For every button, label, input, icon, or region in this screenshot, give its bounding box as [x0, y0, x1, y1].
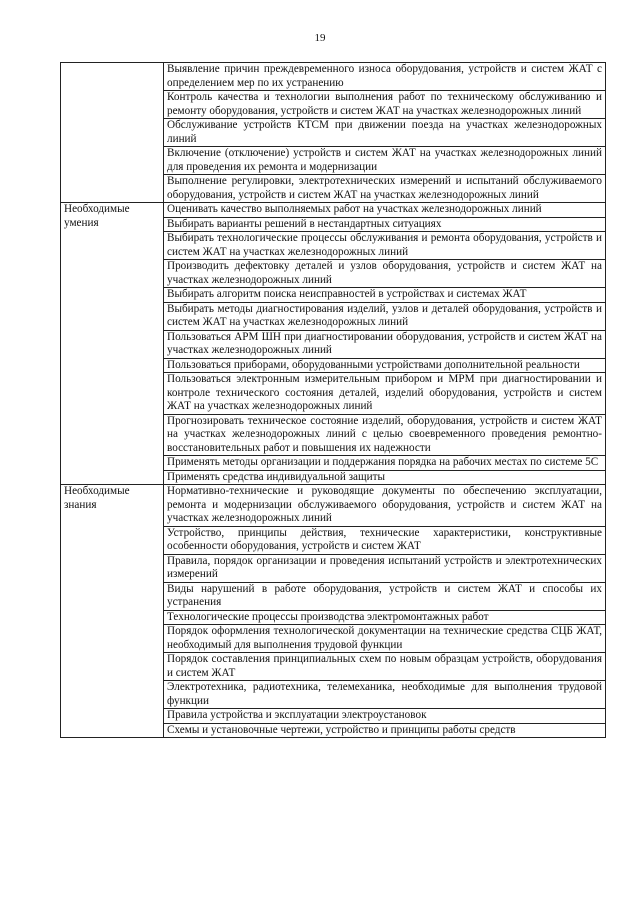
section-label: Необходимые знания — [61, 485, 164, 738]
table-row — [61, 63, 606, 91]
table-cell: Правила, порядок организации и проведения испытаний устройств и электротехнических измерений — [164, 554, 606, 582]
table-cell: Обслуживание устройств КТСМ при движении поезда на участках железнодорожных линий — [164, 119, 606, 147]
table-cell: Порядок составления принципиальных схем по новым образцам устройств, оборудования и систем ЖАТ — [164, 653, 606, 681]
table-cell: Выбирать технологические процессы обслуживания и ремонта оборудования, устройств и систем ЖАТ на участках железнодорожных линий — [164, 232, 606, 260]
table-cell: Включение (отключение) устройств и систем ЖАТ на участках железнодорожных линий для проведения их ремонта и модернизации — [164, 147, 606, 175]
table-cell: Выявление причин преждевременного износа оборудования, устройств и систем ЖАТ с определением мер по их устранению — [164, 63, 606, 91]
table-cell: Производить дефектовку деталей и узлов оборудования, устройств и систем ЖАТ на участках железнодорожных линий — [164, 260, 606, 288]
table-cell: Пользоваться электронным измерительным прибором и МРМ при диагностировании и контроле технического состояния деталей, изделий оборудования, устройств и систем ЖАТ на участках железнодорожных линий — [164, 373, 606, 415]
table-cell: Оценивать качество выполняемых работ на участках железнодорожных линий — [164, 203, 606, 218]
table-cell: Прогнозировать техническое состояние изделий, оборудования, устройств и систем ЖАТ на участках железнодорожных линий с целью своевременного проведения ремонтно-восстановительных работ и повышения их надежности — [164, 414, 606, 456]
table-cell: Контроль качества и технологии выполнения работ по техническому обслуживанию и ремонту оборудования, устройств и систем ЖАТ на участках железнодорожных линий — [164, 91, 606, 119]
section-label — [61, 63, 164, 203]
table-cell: Правила устройства и эксплуатации электроустановок — [164, 709, 606, 724]
table-cell: Пользоваться приборами, оборудованными устройствами дополнительной реальности — [164, 358, 606, 373]
table-cell: Выполнение регулировки, электротехнических измерений и испытаний обслуживаемого оборудования, устройств и систем ЖАТ на участках железнодорожных линий — [164, 175, 606, 203]
table-cell: Схемы и установочные чертежи, устройство и принципы работы средств — [164, 723, 606, 738]
page-number: 19 — [314, 32, 326, 44]
competency-table — [60, 62, 606, 738]
table-cell: Выбирать варианты решений в нестандартных ситуациях — [164, 217, 606, 232]
table-row — [61, 485, 606, 527]
table-cell: Устройство, принципы действия, технические характеристики, конструктивные особенности оборудования, устройств и систем ЖАТ — [164, 526, 606, 554]
table-cell: Нормативно-технические и руководящие документы по обеспечению эксплуатации, ремонта и модернизации обслуживаемого оборудования, устройств и систем ЖАТ на участках железнодорожных линий — [164, 485, 606, 527]
competency-table-body — [61, 63, 606, 738]
table-cell: Порядок оформления технологической документации на технические средства СЦБ ЖАТ, необходимый для выполнения трудовой функции — [164, 625, 606, 653]
table-cell: Пользоваться АРМ ШН при диагностировании оборудования, устройств и систем ЖАТ на участках железнодорожных линий — [164, 330, 606, 358]
table-cell: Электротехника, радиотехника, телемеханика, необходимые для выполнения трудовой функции — [164, 681, 606, 709]
table-row — [61, 203, 606, 218]
table-cell: Выбирать алгоритм поиска неисправностей в устройствах и системах ЖАТ — [164, 288, 606, 303]
table-cell: Применять средства индивидуальной защиты — [164, 470, 606, 485]
table-cell: Технологические процессы производства электромонтажных работ — [164, 610, 606, 625]
table-cell: Применять методы организации и поддержания порядка на рабочих местах по системе 5С — [164, 456, 606, 471]
table-cell: Выбирать методы диагностирования изделий, узлов и деталей оборудования, устройств и систем ЖАТ на участках железнодорожных линий — [164, 302, 606, 330]
section-label: Необходимые умения — [61, 203, 164, 485]
table-cell: Виды нарушений в работе оборудования, устройств и систем ЖАТ и способы их устранения — [164, 582, 606, 610]
